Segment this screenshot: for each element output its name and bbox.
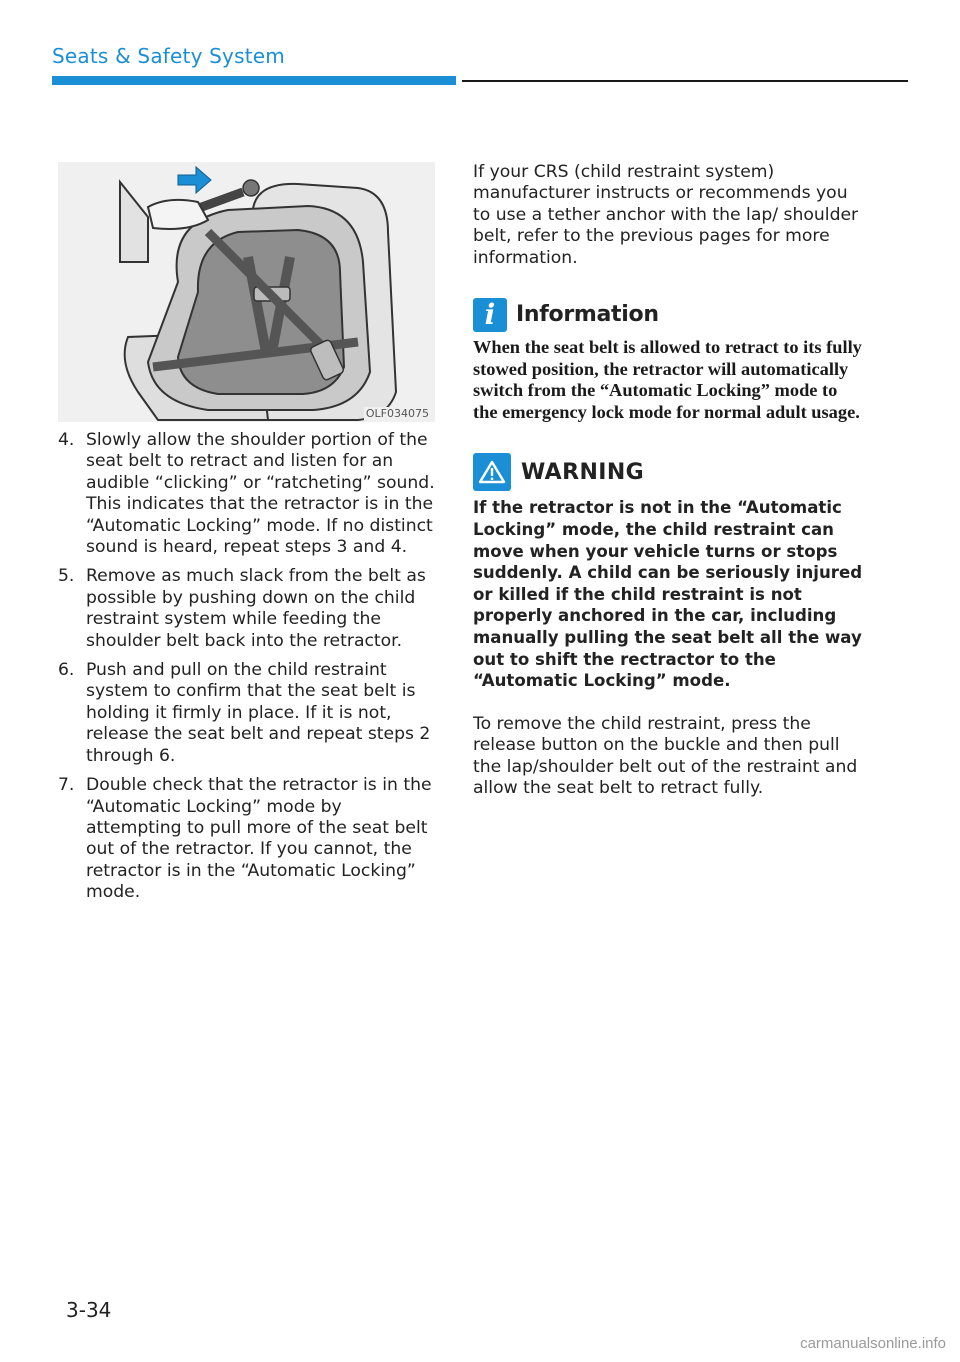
child-seat-drawing: [58, 162, 435, 422]
step-text: Double check that the retractor is in the “Automatic Locking” mode by attempting to pull more of the seat belt out of the retractor. If you cannot, the retractor is in the “Automatic Locking” mode.: [86, 775, 432, 903]
info-icon: i: [473, 298, 507, 332]
warning-icon: [473, 453, 511, 491]
step-list: [58, 430, 438, 912]
step-number: 7.: [58, 775, 75, 796]
header-rule: [462, 80, 908, 82]
child-seat-illustration: [58, 162, 435, 422]
intro-paragraph: If your CRS (child restraint system) manufacturer instructs or recommends you to use a tether anchor with the lap/ shoulder belt, refer to the previous pages for more information.: [473, 162, 859, 268]
removal-paragraph: To remove the child restraint, press the release button on the buckle and then pull the lap/shoulder belt out of the restraint and allow the seat belt to retract fully.: [473, 713, 858, 798]
page-number: 3-34: [66, 1298, 112, 1322]
section-title: Seats & Safety System: [52, 44, 285, 68]
information-heading: [473, 297, 863, 333]
step-text: Slowly allow the shoulder portion of the seat belt to retract and listen for an audible “clicking” or “ratcheting” sound. This indicates that the retractor is in the “Automatic Locking” mode. If no distinct sound is heard, repeat steps 3 and 4.: [86, 430, 435, 558]
step-item: [58, 430, 438, 558]
step-text: Remove as much slack from the belt as possible by pushing down on the child restraint system while feeding the shoulder belt back into the retractor.: [86, 566, 426, 651]
step-text: Push and pull on the child restraint system to confirm that the seat belt is holding it firmly in place. If it is not, release the seat belt and repeat steps 2 through 6.: [86, 660, 431, 766]
information-body: When the seat belt is allowed to retract to its fully stowed position, the retractor will automatically switch from the “Automatic Locking” mode to the emergency lock mode for normal adult usage.: [473, 337, 862, 422]
step-number: 6.: [58, 660, 75, 681]
warning-heading: [473, 453, 863, 491]
warning-body: If the retractor is not in the “Automatic Locking” mode, the child restraint can move when your vehicle turns or stops suddenly. A child can be seriously injured or killed if the child restraint is not properly anchored in the car, including manually pulling the seat belt all the way out to shift the rectractor to the “Automatic Locking” mode.: [473, 498, 863, 691]
step-number: 4.: [58, 430, 75, 450]
step-item: [58, 660, 438, 767]
information-title: Information: [516, 302, 659, 328]
watermark: carmanualsonline.info: [800, 1335, 946, 1352]
warning-title: WARNING: [521, 459, 645, 485]
step-number: 5.: [58, 566, 75, 587]
step-item: [58, 566, 438, 652]
header-rule-accent: [52, 76, 456, 85]
step-item: [58, 775, 438, 903]
figure-code: OLF034075: [365, 407, 429, 420]
right-column: [473, 162, 863, 817]
